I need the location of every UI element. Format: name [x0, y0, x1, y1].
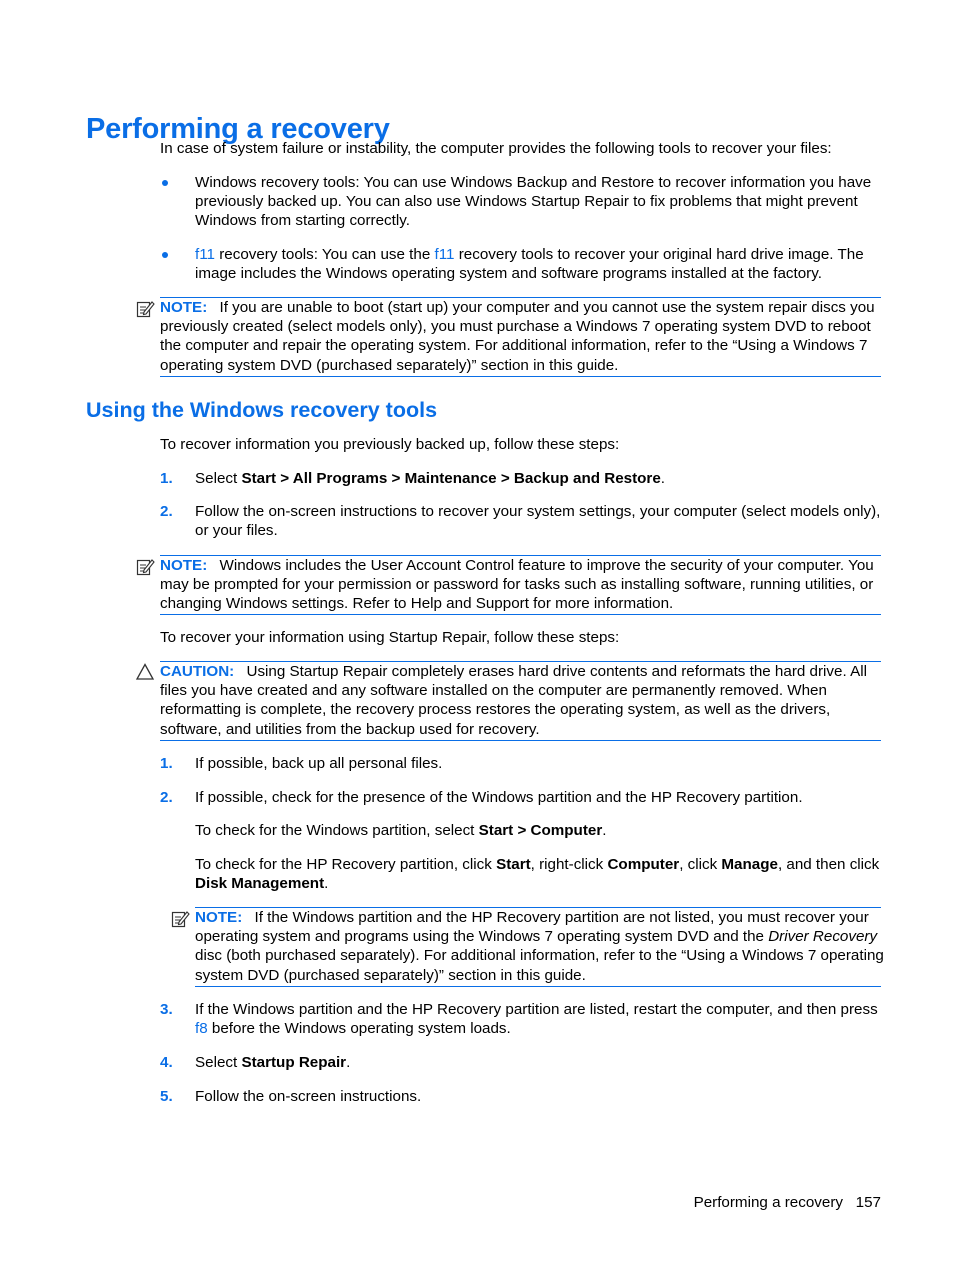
note-label: NOTE:: [195, 909, 243, 926]
f11-key-link[interactable]: f11: [195, 246, 215, 263]
note-unable-to-boot: NOTE: If you are unable to boot (start up) your computer and you cannot use the system repair discs you previously created (select models only), you must purchase a Windows 7 operating system DVD to reboot the computer and repair the operating system. For additional information, refer to the “Using a Windows 7 operating system DVD (purchased separately)” section in this guide.: [160, 299, 875, 374]
bullet-windows-recovery-tools: Windows recovery tools: You can use Windows Backup and Restore to recover information you have previously backed up. You can also use Windows Startup Repair to fix problems that might prevent Windows from starting correctly.: [195, 174, 872, 230]
startup-repair-intro: To recover your information using Startup Repair, follow these steps:: [160, 629, 620, 646]
check-hp-recovery-partition: To check for the HP Recovery partition, click Start, right-click Computer, click Manage, and then click Disk Management.: [195, 856, 880, 893]
step-number: 3.: [160, 1001, 173, 1018]
step-number: 2.: [160, 789, 173, 806]
footer-section-title: Performing a recovery: [693, 1194, 843, 1211]
note-pencil-icon: [171, 909, 191, 929]
intro-paragraph: In case of system failure or instability, the computer provides the following tools to recover your files:: [160, 140, 832, 157]
note-label: NOTE:: [160, 299, 208, 316]
caution-startup-repair: CAUTION: Using Startup Repair completely erases hard drive contents and reformats the hard drive. All files you have created and any software installed on the computer are permanently removed. When reformatting is complete, the recovery process restores the operating system, as well as the drivers, software, and utilities from the backup used for recovery.: [160, 663, 867, 738]
page-number: 157: [855, 1194, 881, 1211]
section-title: Using the Windows recovery tools: [86, 398, 438, 422]
step-number: 5.: [160, 1088, 173, 1105]
f11-key-link[interactable]: f11: [434, 246, 455, 263]
step-follow-instructions: Follow the on-screen instructions to recover your system settings, your computer (select models only), or your files.: [195, 503, 881, 540]
caution-triangle-icon: [135, 662, 155, 682]
section-intro: To recover information you previously backed up, follow these steps:: [160, 436, 620, 453]
step-number: 1.: [160, 755, 173, 772]
check-windows-partition: To check for the Windows partition, select Start > Computer.: [195, 822, 607, 839]
step-number: 2.: [160, 503, 173, 520]
step-back-up-files: If possible, back up all personal files.: [195, 755, 443, 772]
page-footer: [694, 1193, 881, 1212]
bullet-dot: [162, 180, 168, 186]
f8-key-link[interactable]: f8: [195, 1020, 208, 1038]
note-user-account-control: NOTE: Windows includes the User Account Control feature to improve the security of your computer. You may be prompted for your permission or password for tasks such as installing software, running utilities, or changing Windows settings. Refer to Help and Support for more information.: [160, 557, 874, 613]
caution-label: CAUTION:: [160, 663, 235, 680]
note-label: NOTE:: [160, 557, 208, 574]
step-follow-onscreen: Follow the on-screen instructions.: [195, 1088, 422, 1105]
note-pencil-icon: [136, 299, 156, 319]
note-partitions-not-listed: NOTE: If the Windows partition and the HP Recovery partition are not listed, you must recover your operating system and programs using the Windows 7 operating system DVD and the Driver Recovery disc (both purchased separately). For additional information, refer to the “Using a Windows 7 operating system DVD (purchased separately)” section in this guide.: [195, 909, 884, 984]
note-pencil-icon: [136, 557, 156, 577]
bullet-f11-recovery-tools: f11 recovery tools: You can use the f11 recovery tools to recover your original hard drive image. The image includes the Windows operating system and software programs installed at the factory.: [195, 246, 864, 283]
bullet-dot: [162, 252, 168, 258]
step-number: 1.: [160, 470, 173, 487]
step-number: 4.: [160, 1054, 173, 1071]
step-select-startup-repair: Select Startup Repair.: [195, 1054, 351, 1071]
step-backup-restore: Select Start > All Programs > Maintenance > Backup and Restore.: [195, 470, 666, 487]
page-title: Performing a recovery: [86, 113, 390, 146]
step-check-partitions: If possible, check for the presence of the Windows partition and the HP Recovery partition.: [195, 789, 803, 806]
step-restart-press-f8: If the Windows partition and the HP Recovery partition are listed, restart the computer, and then press f8 before the Windows operating system loads.: [195, 1001, 878, 1038]
